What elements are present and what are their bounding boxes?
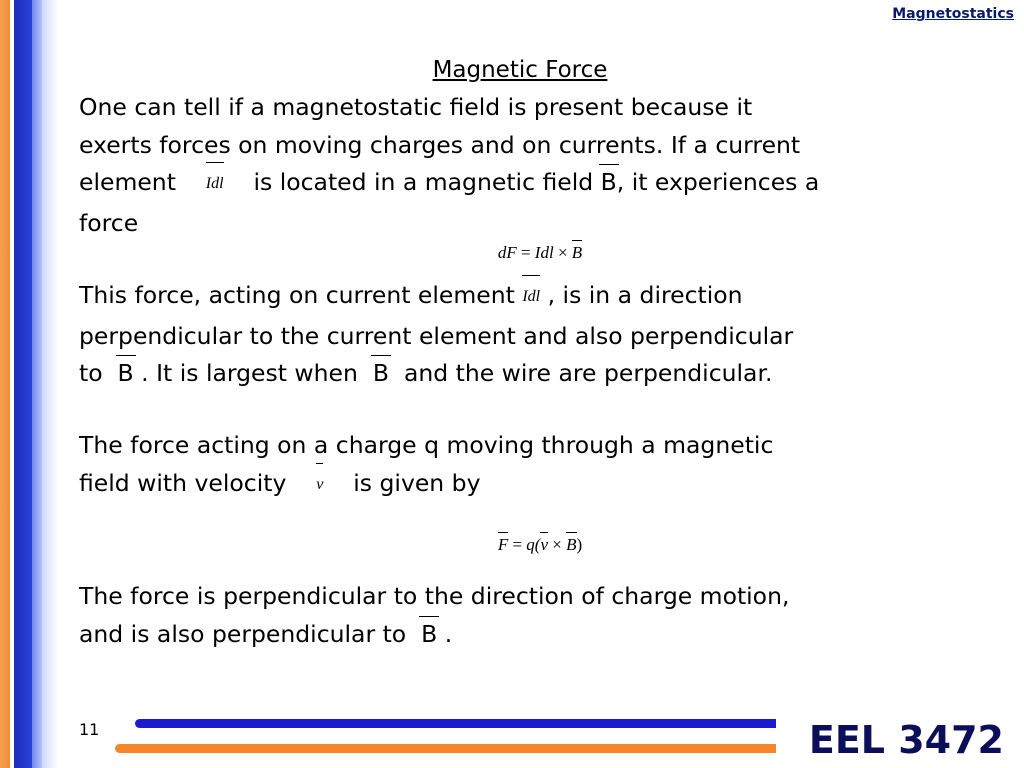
equation-dF: [0, 243, 1024, 263]
p2-line3a: to: [79, 359, 103, 387]
left-fade-stripe: [42, 0, 58, 768]
p4-line2b: .: [444, 619, 453, 648]
p1-line3: [79, 164, 979, 205]
p1-line1: One can tell if a magnetostatic field is present because it: [79, 93, 753, 121]
p2-line3: [79, 355, 979, 393]
eq1-dF: dF: [497, 243, 517, 262]
paragraph-2: [79, 277, 979, 393]
eq1-equals: =: [520, 243, 531, 262]
left-orange-stripe: [0, 0, 10, 768]
eq1-Idl: Idl: [534, 243, 554, 262]
v-vector-symbol: v: [316, 466, 323, 504]
p4-line2: [79, 616, 979, 654]
p1-line3a: element: [79, 168, 176, 196]
equation-lorentz: [0, 535, 1024, 555]
paragraph-4: [79, 578, 979, 653]
b-vector-symbol: B: [373, 355, 389, 393]
left-blue-stripe: [14, 0, 32, 768]
eq2-q: q(: [526, 535, 541, 554]
p2-line1b: , is in a direction: [547, 281, 743, 309]
p3-line2: [79, 465, 979, 506]
paragraph-3: [79, 427, 979, 505]
topic-header: Magnetostatics: [892, 6, 1014, 22]
p3-line1: The force acting on a charge q moving through a magnetic: [79, 431, 774, 459]
p2-line1: [79, 277, 979, 318]
p4-line2a: and is also perpendicular to: [79, 619, 407, 648]
eq2-F: F: [497, 535, 509, 554]
eq2-cross: ×: [552, 535, 562, 554]
p3-line2a: field with velocity: [79, 468, 287, 497]
p1-line3b: is located in a magnetic field: [253, 168, 594, 196]
p1-line4: force: [79, 208, 139, 237]
p2-line3c: and the wire are perpendicular.: [403, 359, 773, 387]
course-code: EEL 3472: [808, 718, 1004, 762]
b-vector-symbol: B: [601, 164, 617, 202]
eq2-B: B: [566, 535, 577, 554]
eq2-equals: =: [512, 535, 523, 554]
p2-line2: perpendicular to the current element and also perpendicular: [79, 321, 794, 350]
page-number: 11: [79, 720, 100, 739]
footer-orange-bar: [115, 744, 776, 753]
eq2-v: v: [540, 535, 549, 554]
paragraph-1: [79, 89, 979, 242]
p4-line1: The force is perpendicular to the direction of charge motion,: [79, 582, 790, 610]
b-vector-symbol: B: [421, 616, 437, 654]
p1-line3c: , it experiences a: [616, 168, 820, 196]
eq1-cross: ×: [557, 243, 568, 262]
p3-line2b: is given by: [353, 468, 481, 497]
p2-line1a: This force, acting on current element: [79, 281, 515, 309]
left-lightblue-stripe: [32, 0, 42, 768]
eq1-B: B: [571, 243, 583, 262]
slide-title: Magnetic Force: [432, 57, 608, 83]
idl-symbol: Idl: [206, 165, 224, 203]
eq2-close: ): [576, 535, 583, 554]
p1-line2: exerts forces on moving charges and on currents. If a current: [79, 130, 801, 159]
footer-blue-bar: [135, 719, 776, 728]
idl-symbol: Idl: [522, 278, 540, 316]
p2-line3b: . It is largest when: [141, 359, 358, 387]
b-vector-symbol: B: [118, 355, 134, 393]
